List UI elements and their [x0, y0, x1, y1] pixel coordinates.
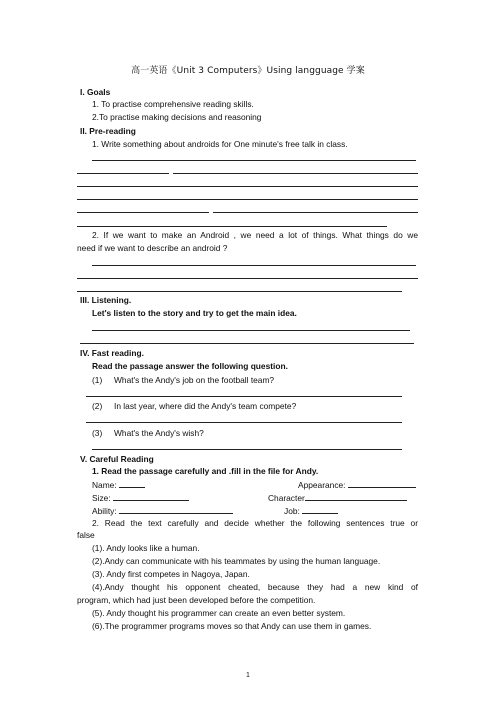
careful-reading-task-2-cont: false [77, 530, 95, 540]
answer-line[interactable] [77, 199, 418, 200]
question-text: In last year, where did the Andy's team compete? [114, 401, 297, 411]
ability-blank[interactable] [119, 505, 233, 514]
prereading-question-2-cont: need if we want to describe an android ? [77, 243, 228, 253]
answer-line[interactable] [77, 173, 169, 174]
careful-reading-heading: V. Careful Reading [80, 454, 154, 464]
question-text: What's the Andy's wish? [114, 428, 204, 438]
listening-heading: III. Listening. [80, 295, 132, 305]
goal-item: 1. To practise comprehensive reading skills. [92, 99, 254, 109]
question-number: (1) [92, 375, 103, 385]
field-label: Name: [92, 480, 117, 490]
answer-line[interactable] [173, 173, 418, 174]
question-number: (2) [92, 401, 103, 411]
file-field-name [92, 479, 145, 491]
field-label: Appearance: [298, 480, 346, 490]
tf-statement: (5). Andy thought his programmer can create an even better system. [92, 608, 346, 618]
question-text: What's the Andy's job on the football team? [114, 375, 275, 385]
file-field-character [268, 492, 407, 504]
answer-line[interactable] [213, 212, 418, 213]
goals-heading: I. Goals [80, 87, 111, 97]
answer-line[interactable] [77, 278, 418, 279]
fast-reading-heading: IV. Fast reading. [80, 348, 144, 358]
tf-statement-cont: program, which had just been developed before the competition. [77, 595, 316, 605]
answer-line[interactable] [80, 343, 414, 344]
answer-line[interactable] [77, 291, 402, 292]
size-blank[interactable] [113, 492, 189, 501]
careful-reading-task-2: 2. Read the text carefully and decide whether the following sentences true or [92, 518, 418, 528]
field-label: Character [268, 493, 305, 503]
file-field-appearance [298, 479, 416, 491]
answer-line[interactable] [92, 160, 416, 161]
answer-line[interactable] [92, 265, 416, 266]
prereading-question-1: 1. Write something about androids for One minute's free talk in class. [92, 139, 348, 149]
field-label: Ability: [92, 506, 117, 516]
character-blank[interactable] [305, 492, 407, 501]
answer-line[interactable] [77, 212, 209, 213]
name-blank[interactable] [119, 479, 145, 488]
answer-line[interactable] [77, 186, 418, 187]
job-blank[interactable] [302, 505, 338, 514]
tf-statement: (6).The programmer programs moves so that Andy can use them in games. [92, 621, 372, 631]
file-field-size [92, 492, 189, 504]
question-number: (3) [92, 428, 103, 438]
field-label: Job: [284, 506, 300, 516]
answer-line[interactable] [86, 422, 402, 423]
tf-statement: (4).Andy thought his opponent cheated, because they had a new kind of [92, 582, 418, 592]
worksheet-title: 高一英语《Unit 3 Computers》Using langguage 学案 [131, 66, 365, 76]
prereading-heading: II. Pre-reading [80, 126, 136, 136]
goal-item: 2.To practise making decisions and reasoning [92, 112, 262, 122]
tf-statement: (1). Andy looks like a human. [92, 543, 200, 553]
tf-statement: (2).Andy can communicate with his teammates by using the human language. [92, 556, 381, 566]
appearance-blank[interactable] [348, 479, 416, 488]
careful-reading-task-1: 1. Read the passage carefully and .fill in the file for Andy. [92, 466, 319, 476]
tf-statement: (3). Andy first competes in Nagoya, Japan. [92, 569, 250, 579]
listening-instruction: Let's listen to the story and try to get the main idea. [92, 308, 297, 318]
answer-line[interactable] [92, 449, 402, 450]
prereading-question-2: 2. If we want to make an Android , we need a lot of things. What things do we [92, 230, 418, 240]
fast-reading-instruction: Read the passage answer the following question. [92, 361, 288, 371]
page-number: 1 [246, 672, 250, 679]
answer-line[interactable] [92, 330, 410, 331]
answer-line[interactable] [86, 396, 402, 397]
answer-line[interactable] [77, 226, 387, 227]
file-field-ability [92, 505, 233, 517]
file-field-job [284, 505, 338, 517]
field-label: Size: [92, 493, 111, 503]
